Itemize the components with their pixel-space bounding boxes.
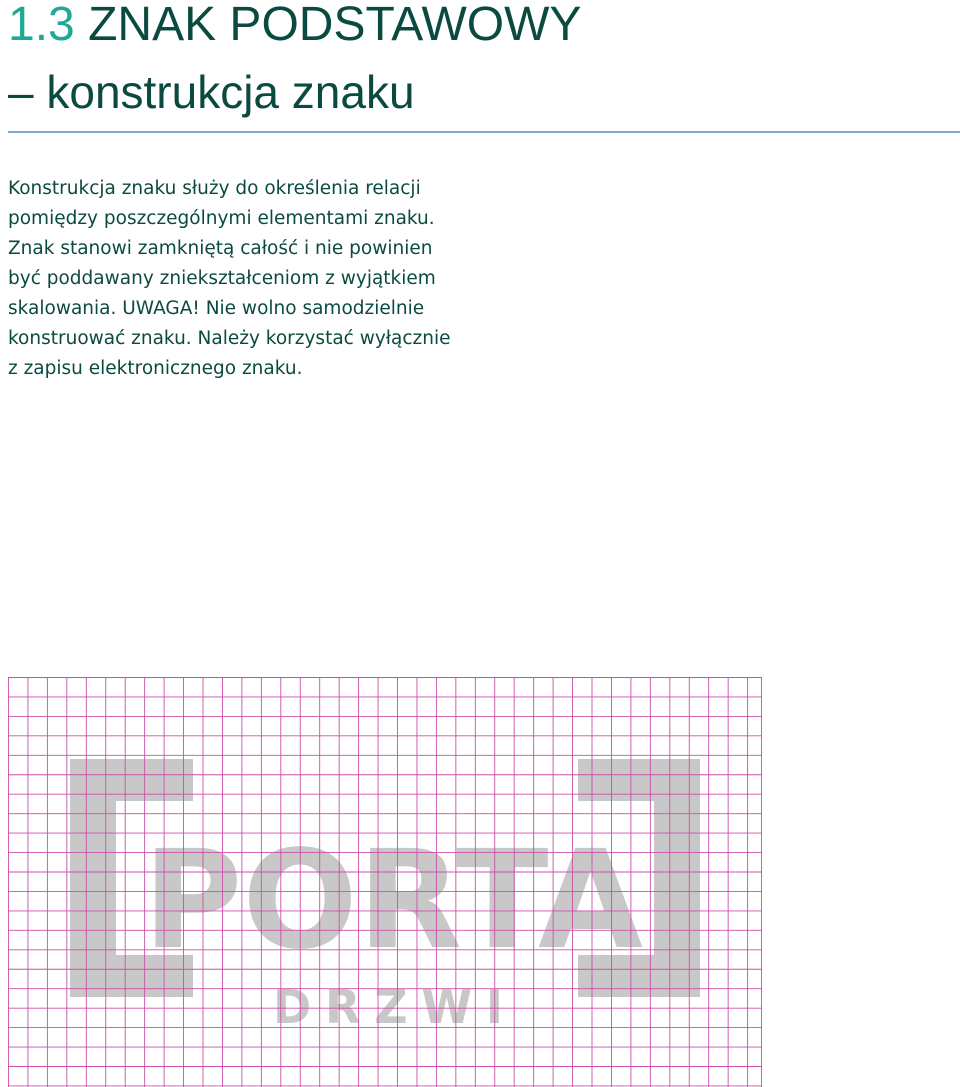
heading-title-line [8,0,581,50]
page-heading [8,0,581,124]
logo-main-word: PORTA [143,822,643,980]
description-paragraph: Konstrukcja znaku służy do określenia relacji pomiędzy poszczególnymi elementami znaku. Znak stanowi zamkniętą całość i nie powinien być poddawany zniekształceniom z wyjątkiem skalowania. UWAGA! Nie wolno samodzielnie konstruować znaku. Należy korzystać wyłącznie z zapisu elektronicznego znaku. [8,178,451,379]
section-title: ZNAK PODSTAWOWY [88,0,582,51]
logo-sub-word: DRZWI [273,980,503,1034]
section-number: 1.3 [8,0,75,51]
heading-divider [8,131,960,133]
logo-construction-figure [8,677,762,1087]
logo-construction-grid [8,677,762,1087]
section-subtitle: – konstrukcja znaku [8,66,415,118]
